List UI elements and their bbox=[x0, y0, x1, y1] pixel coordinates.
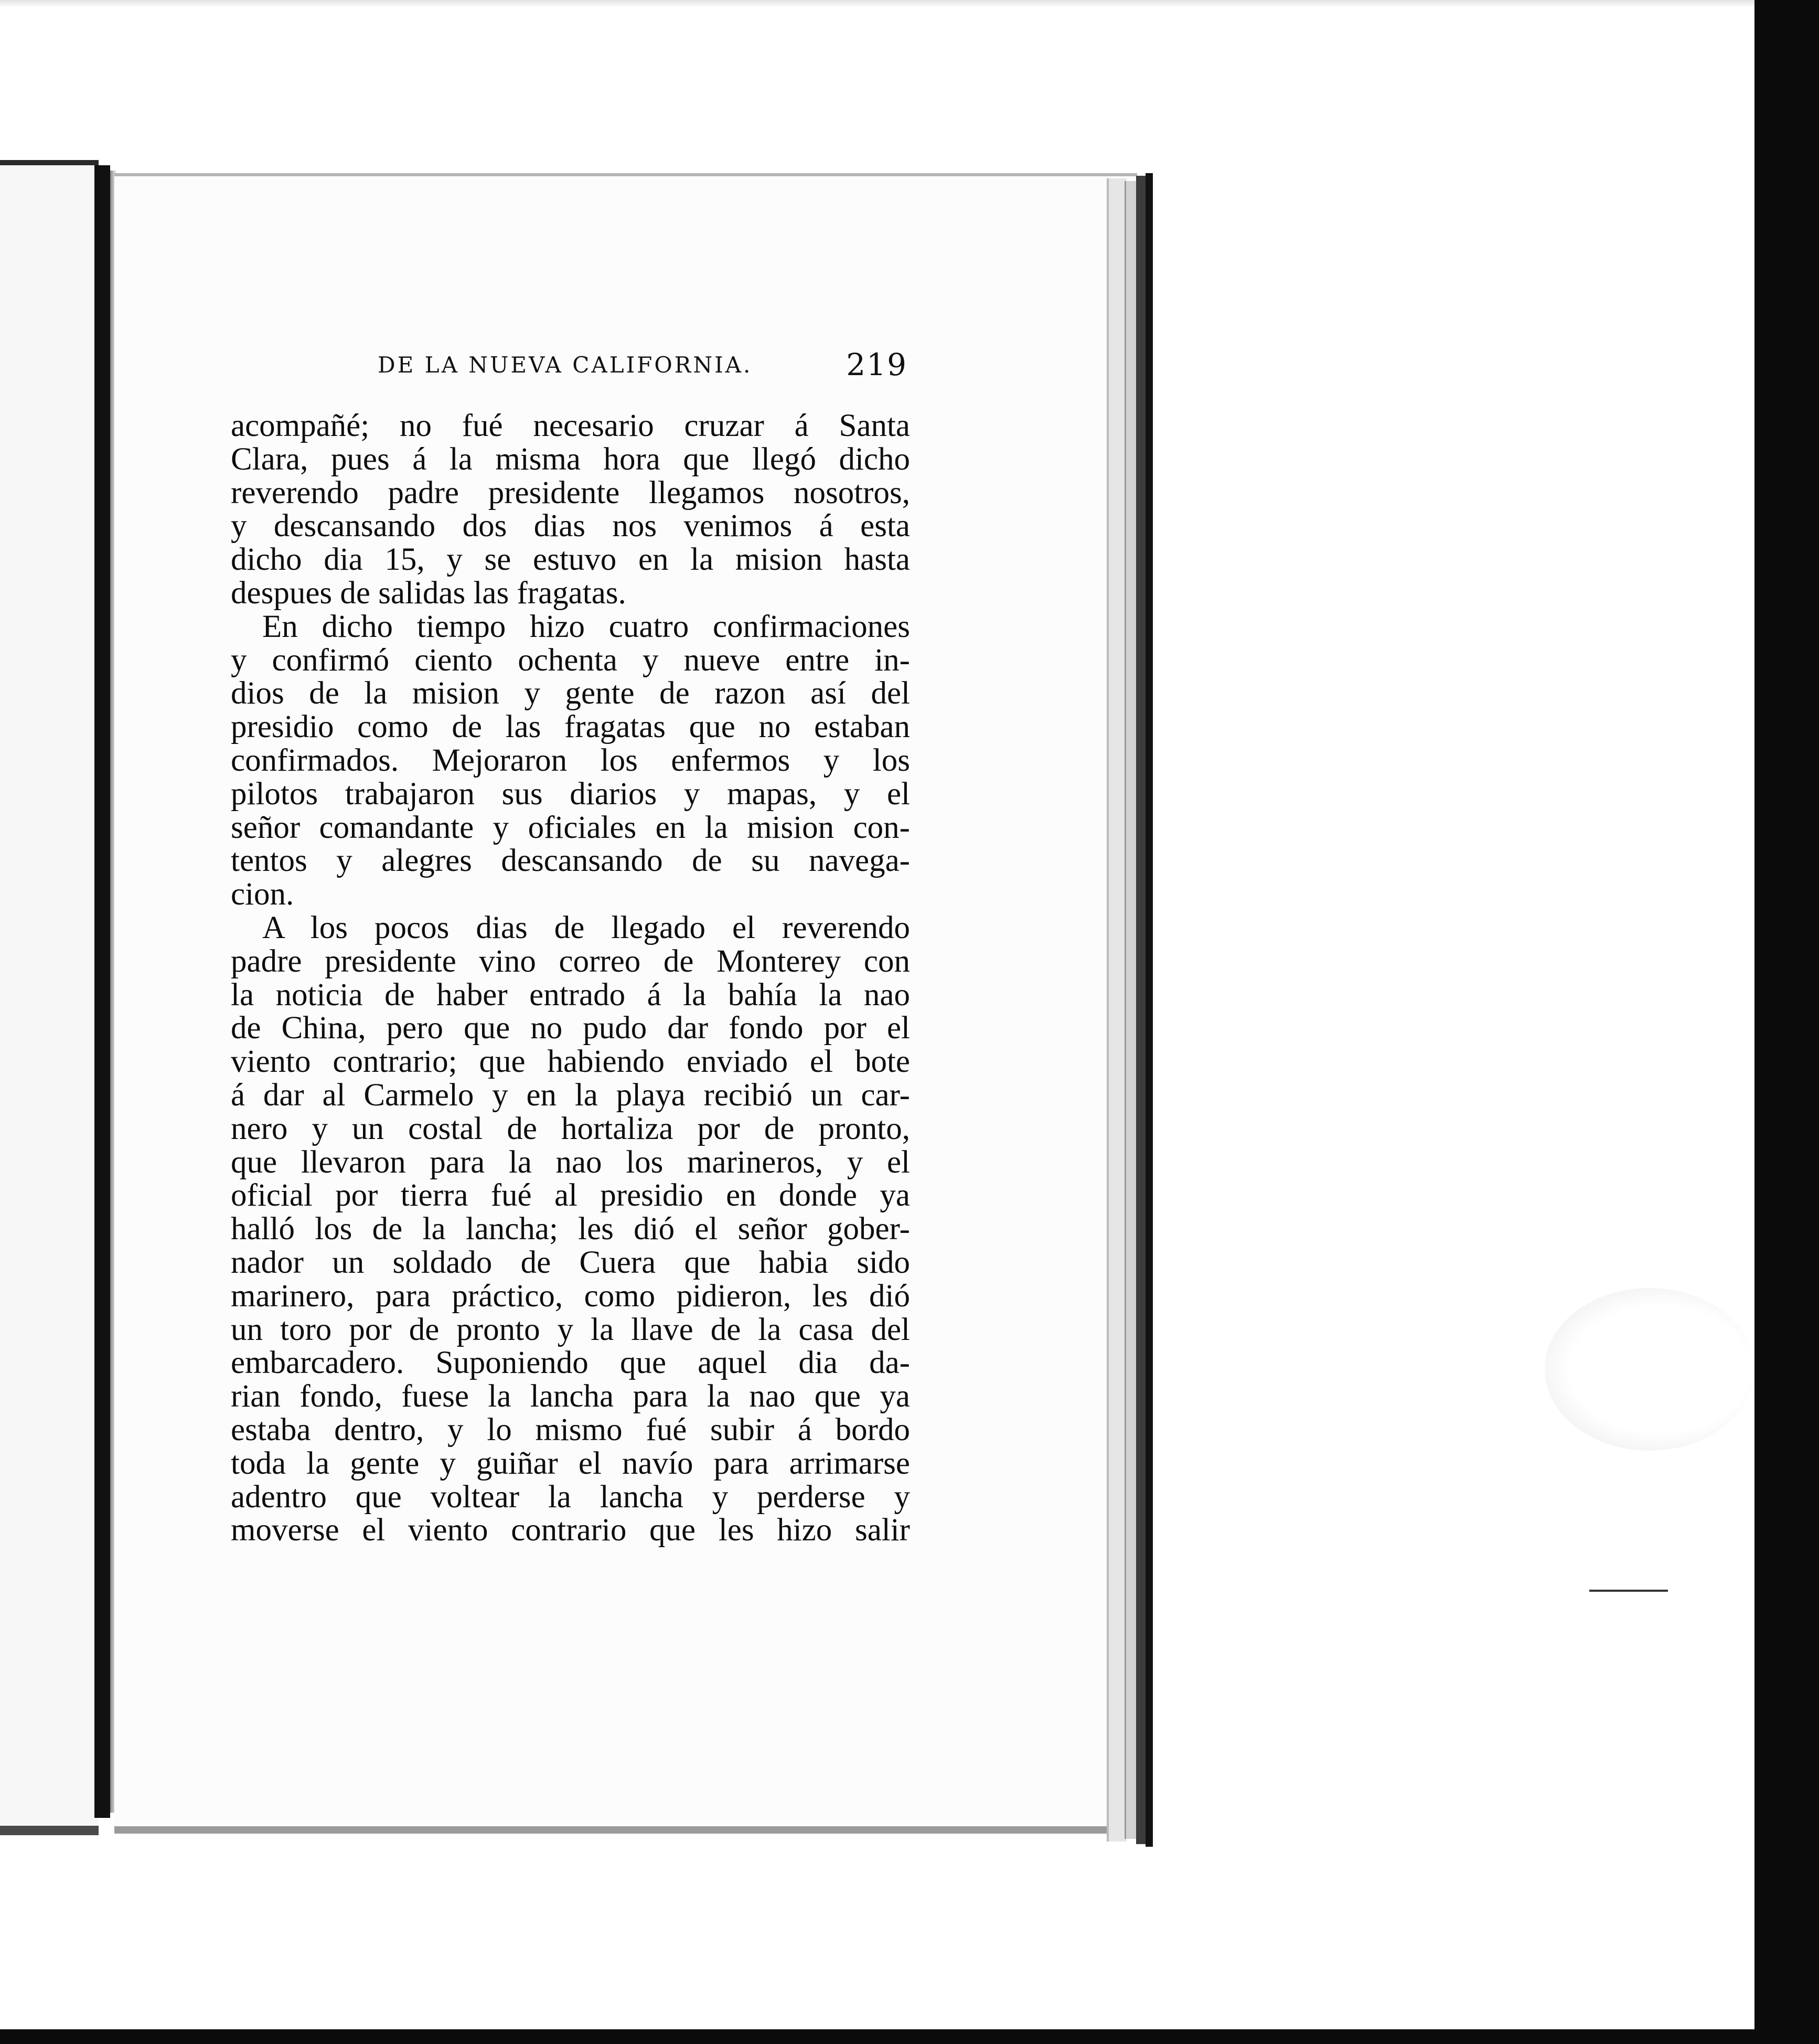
text-line: y confirmó ciento ochenta y nueve entre in- bbox=[231, 642, 910, 678]
text-line: la noticia de haber entrado á la bahía la nao bbox=[231, 977, 910, 1013]
text-line: toda la gente y guiñar el navío para arrimarse bbox=[231, 1445, 910, 1481]
cover-edge bbox=[1146, 173, 1153, 1847]
text-line: estaba dentro, y lo mismo fué subir á bordo bbox=[231, 1412, 910, 1447]
scan-border-bottom bbox=[0, 2029, 1819, 2044]
text-line: marinero, para práctico, como pidieron, les dió bbox=[231, 1278, 910, 1314]
text-line: moverse el viento contrario que les hizo salir bbox=[231, 1513, 910, 1548]
text-line: adentro que voltear la lancha y perderse y bbox=[231, 1479, 910, 1515]
text-line: oficial por tierra fué al presidio en donde ya bbox=[231, 1178, 910, 1213]
text-line: nero y un costal de hortaliza por de pronto, bbox=[231, 1111, 910, 1146]
text-line: padre presidente vino correo de Monterey con bbox=[231, 943, 910, 979]
text-line: presidio como de las fragatas que no estaban bbox=[231, 709, 910, 745]
cover-edge bbox=[1136, 176, 1146, 1844]
text-line: despues de salidas las fragatas. bbox=[231, 575, 626, 611]
book-cover-edge bbox=[94, 165, 110, 1818]
text-line: nador un soldado de Cuera que habia sido bbox=[231, 1244, 910, 1280]
facing-page-edge bbox=[0, 160, 99, 1835]
body-text bbox=[231, 409, 910, 1547]
scan-top-shadow bbox=[0, 0, 1754, 7]
text-line: A los pocos dias de llegado el reverendo bbox=[262, 910, 910, 945]
text-line: confirmados. Mejoraron los enfermos y los bbox=[231, 742, 910, 778]
text-line: En dicho tiempo hizo cuatro confirmaciones bbox=[262, 609, 910, 644]
text-line: que llevaron para la nao los marineros, y el bbox=[231, 1144, 910, 1180]
text-line: de China, pero que no pudo dar fondo por el bbox=[231, 1010, 910, 1046]
text-line: un toro por de pronto y la llave de la casa del bbox=[231, 1312, 910, 1347]
text-line: halló los de la lancha; les dió el señor gober- bbox=[231, 1211, 910, 1247]
text-line: dicho dia 15, y se estuvo en la mision hasta bbox=[231, 542, 910, 578]
text-line: pilotos trabajaron sus diarios y mapas, y el bbox=[231, 776, 910, 812]
page-stack-edge bbox=[1107, 178, 1127, 1841]
text-line: dios de la mision y gente de razon así del bbox=[231, 676, 910, 711]
text-line: rian fondo, fuese la lancha para la nao que ya bbox=[231, 1379, 910, 1414]
scan-speck bbox=[1589, 1590, 1668, 1592]
running-head-title: DE LA NUEVA CALIFORNIA. bbox=[378, 352, 753, 378]
text-line: acompañé; no fué necesario cruzar á Santa bbox=[231, 408, 910, 443]
running-head bbox=[378, 349, 907, 386]
text-line: viento contrario; que habiendo enviado el bote bbox=[231, 1044, 910, 1080]
text-line: reverendo padre presidente llegamos nosotros, bbox=[231, 475, 910, 510]
text-line: embarcadero. Suponiendo que aquel dia da- bbox=[231, 1345, 910, 1381]
text-line: señor comandante y oficiales en la mision con- bbox=[231, 810, 910, 845]
text-line: tentos y alegres descansando de su navega- bbox=[231, 843, 910, 879]
scan-smudge bbox=[1545, 1288, 1754, 1451]
text-line: Clara, pues á la misma hora que llegó dicho bbox=[231, 441, 910, 477]
page-number: 219 bbox=[846, 347, 907, 382]
text-line: y descansando dos dias nos venimos á esta bbox=[231, 508, 910, 544]
text-line: cion. bbox=[231, 877, 294, 912]
text-line: á dar al Carmelo y en la playa recibió un car- bbox=[231, 1077, 910, 1113]
scan-border-right bbox=[1754, 0, 1819, 2044]
